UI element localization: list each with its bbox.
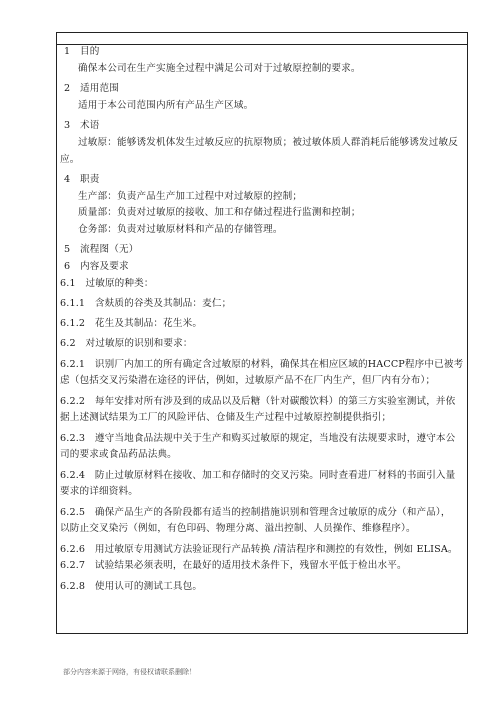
clause-6-1: 6.1 过敏原的种类： (60, 277, 154, 289)
clause-6-2: 6.2 对过敏原的识别和要求： (60, 338, 193, 350)
footer-disclaimer: 部分内容来源于网络，有侵权请联系删除！ (63, 668, 196, 676)
clause-6-2-8: 6.2.8 使用认可的测试工具包。 (60, 580, 203, 592)
clause-6-2-1-line2: 虑（包括交叉污染潜在途径的评估，例如，过敏原产品不在厂内生产，但厂内有分布）； (60, 375, 436, 387)
clause-6-2-4-line1: 6.2.4 防止过敏原材料在接收、加工和存储时的交叉污染。同时查看进厂材料的书面引入量 (60, 469, 456, 481)
clause-6-2-5-line2: 以防止交叉染污（例如，有色印码、物理分离、溢出控制、人员操作、维修程序）。 (60, 523, 416, 535)
clause-6-2-3-line2: 司的要求或食品药品法典。 (60, 449, 177, 461)
section-heading-terms: 3 术语 (64, 119, 100, 131)
section-heading-content: 6 内容及要求 (64, 261, 129, 273)
document-body (60, 44, 464, 595)
clause-6-2-4-line2: 要求的详细资料。 (60, 486, 138, 498)
clause-6-2-5-line1: 6.2.5 确保产品生产的各阶段都有适当的控制措施识别和管理含过敏原的成分（和产品）， (60, 506, 451, 518)
clause-6-2-3-line1: 6.2.3 遵守当地食品法规中关于生产和购买过敏原的规定，当地没有法规要求时，遵守本公 (60, 432, 456, 444)
section-heading-flowchart: 5 流程图（无） (64, 244, 139, 256)
section-heading-responsibilities: 4 职责 (64, 173, 100, 185)
section-body-scope: 适用于本公司范围内所有产品生产区域。 (78, 99, 254, 111)
clause-6-1-2: 6.1.2 花生及其制品：花生米。 (60, 318, 203, 330)
clause-6-2-6: 6.2.6 用过敏原专用测试方法验证现行产品转换 /清洁程序和测控的有效性，例如 ELISA。 (60, 543, 458, 555)
section-body-purpose: 确保本公司在生产实施全过程中满足公司对于过敏原控制的要求。 (78, 62, 361, 74)
responsibility-warehouse: 仓务部：负责对过敏原材料和产品的存储管理。 (78, 224, 283, 236)
clause-6-1-1: 6.1.1 含麸质的谷类及其制品：麦仁； (60, 298, 232, 310)
section-body-terms-line2: 应。 (60, 153, 80, 165)
responsibility-production: 生产部：负责产品生产加工过程中对过敏原的控制； (78, 190, 303, 202)
clause-6-2-1-line1: 6.2.1 识别厂内加工的所有确定含过敏原的材料，确保其在相应区域的HACCP程序中已被考 (60, 358, 464, 370)
responsibility-quality: 质量部：负责对过敏原的接收、加工和存储过程进行监测和控制； (78, 207, 361, 219)
section-heading-purpose: 1 目的 (64, 46, 100, 57)
section-body-terms-line1: 过敏原：能够诱发机体发生过敏反应的抗原物质；被过敏体质人群消耗后能够诱发过敏反 (78, 136, 459, 148)
section-heading-scope: 2 适用范围 (64, 82, 119, 94)
clause-6-2-7: 6.2.7 试验结果必须表明，在最好的适用技术条件下，残留水平低于检出水平。 (60, 560, 407, 572)
clause-6-2-2-line1: 6.2.2 每年安排对所有涉及到的成品以及后糖（针对碳酸饮料）的第三方实验室测试，并依 (60, 395, 456, 407)
clause-6-2-2-line2: 据上述测试结果为工厂的风险评估、仓储及生产过程中过敏原控制提供指引； (60, 412, 392, 424)
